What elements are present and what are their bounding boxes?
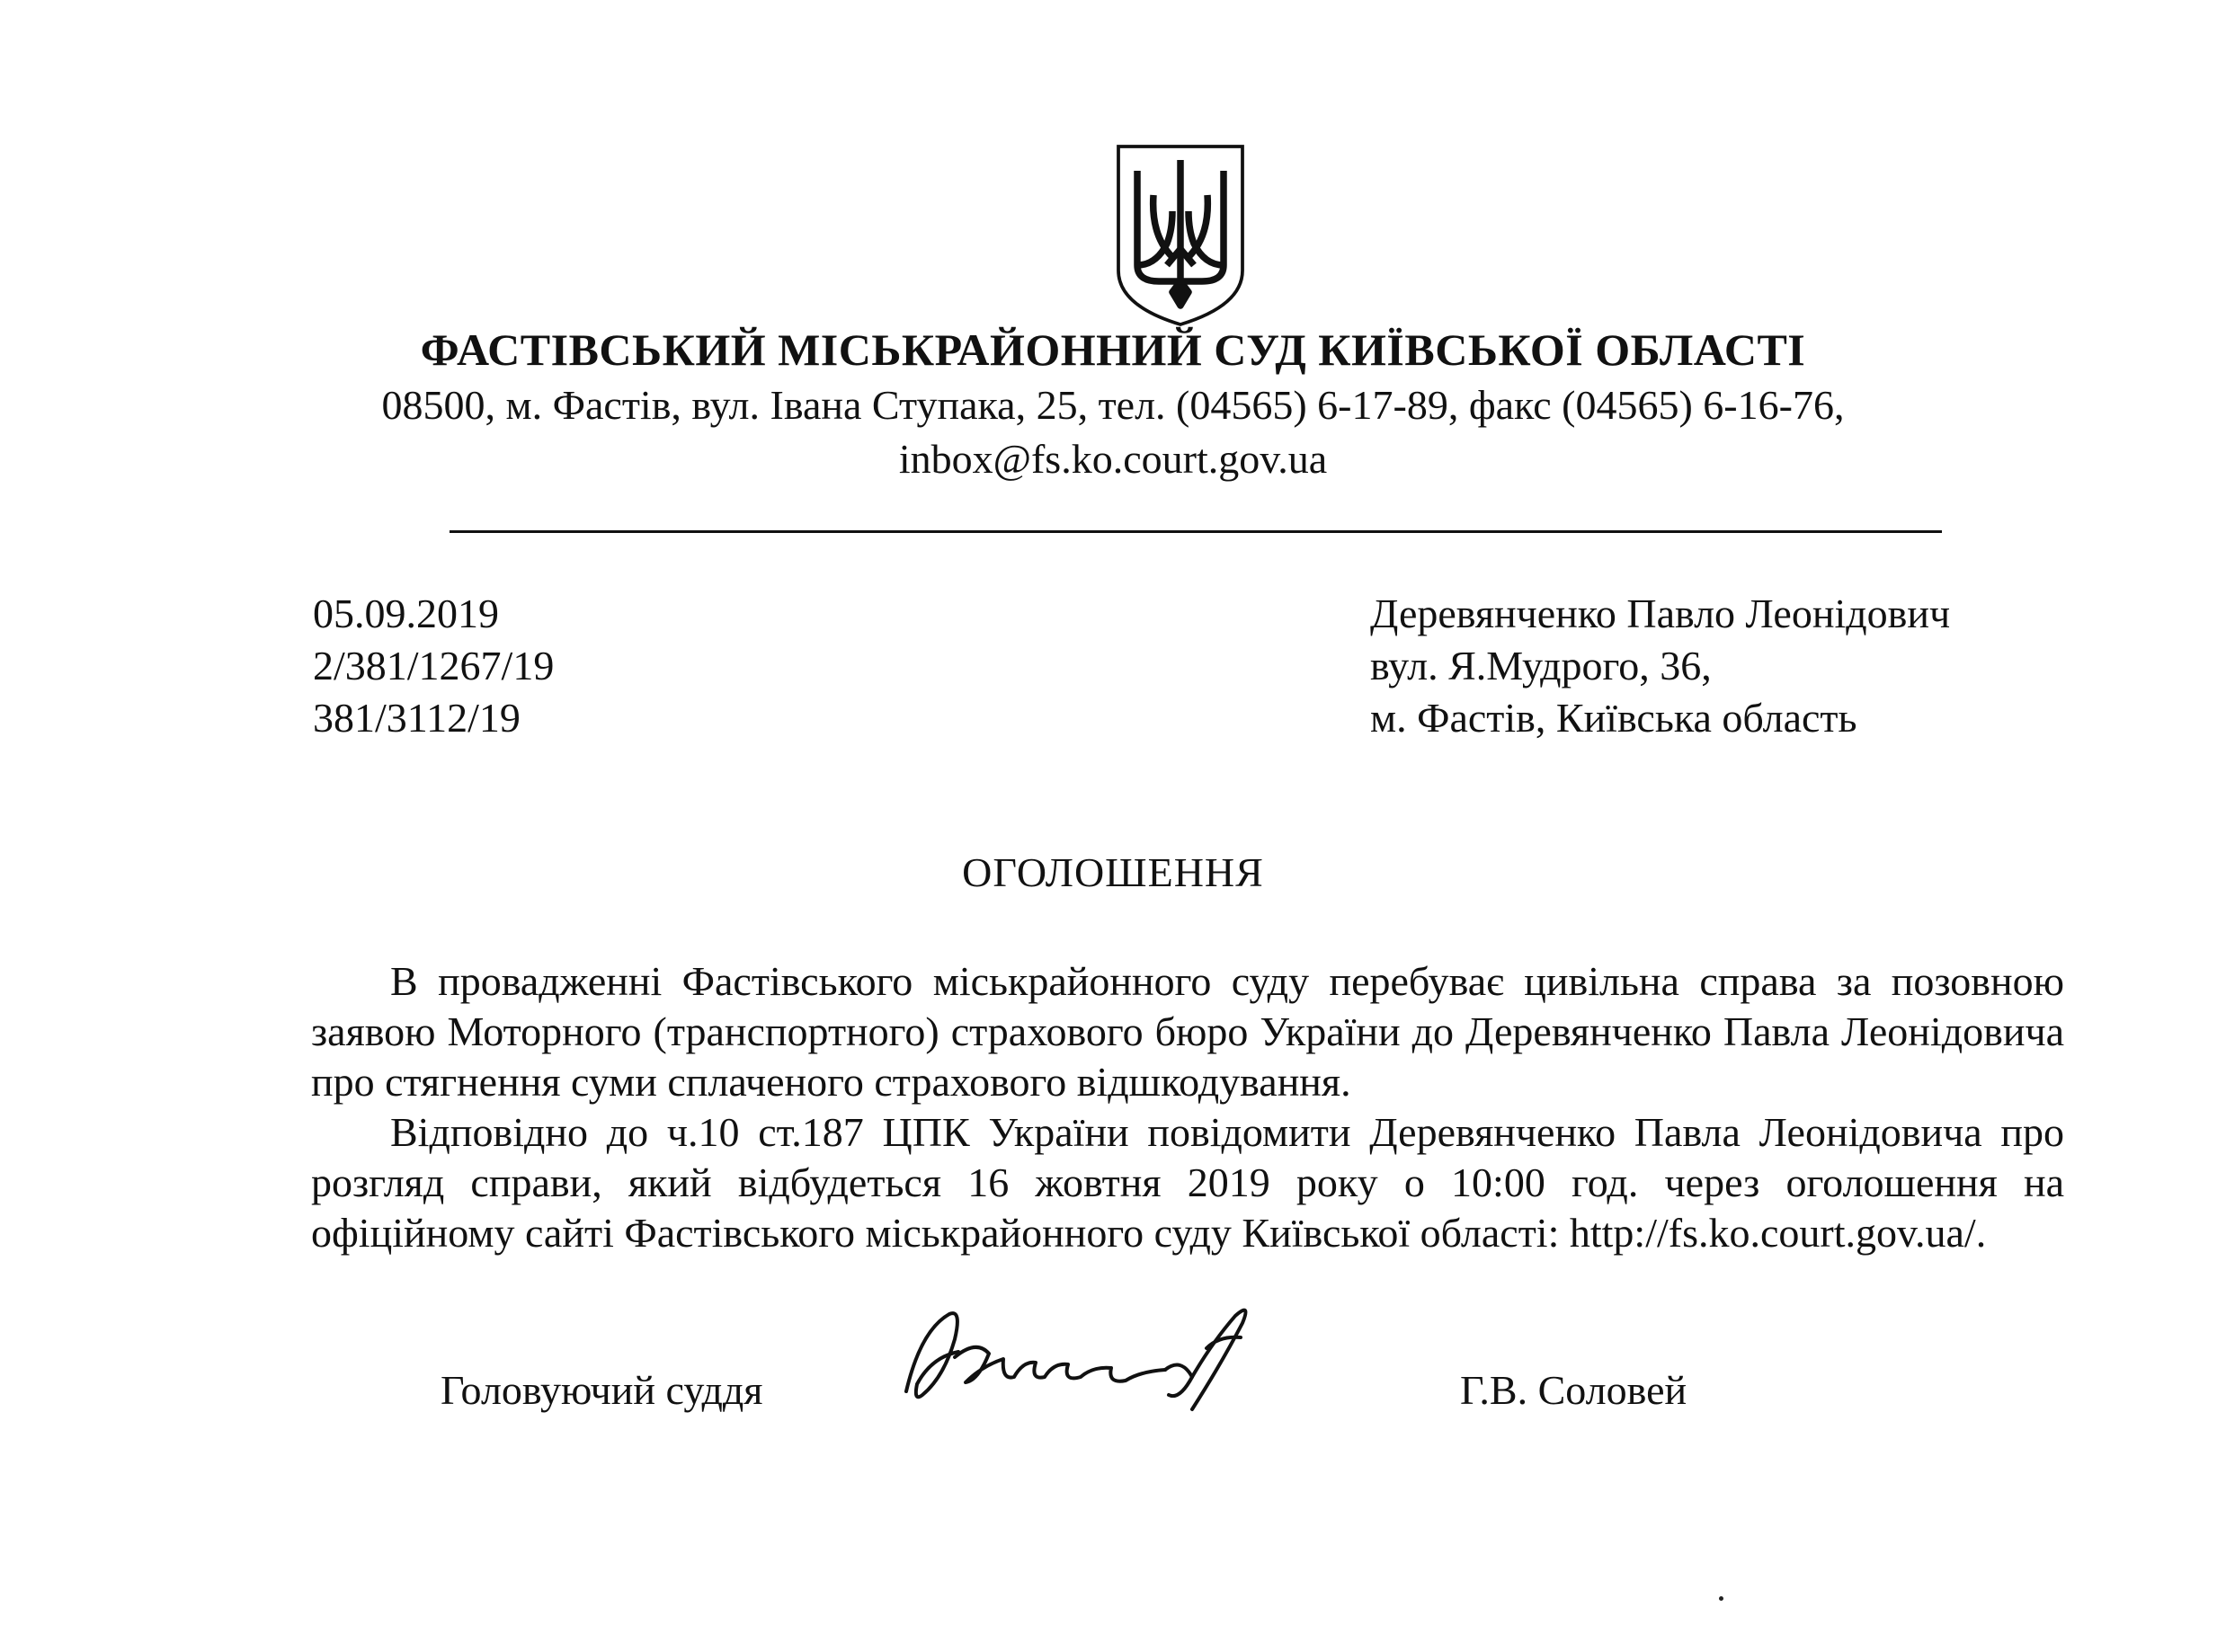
- notice-title: ОГОЛОШЕННЯ: [962, 849, 1264, 895]
- addressee-street: вул. Я.Мудрого, 36,: [1370, 643, 1712, 688]
- document-date: 05.09.2019: [313, 591, 499, 636]
- court-name: ФАСТІВСЬКИЙ МІСЬКРАЙОННИЙ СУД КИЇВСЬКОЇ ОБЛАСТІ: [420, 324, 1806, 375]
- signature-role: Головуючий суддя: [441, 1367, 763, 1413]
- notice-body: [311, 956, 2064, 1258]
- reference-block: [313, 588, 554, 744]
- proceeding-number: 381/3112/19: [313, 695, 521, 741]
- addressee-block: [1370, 588, 1950, 744]
- notice-paragraph: В провадженні Фастівського міськрайонного суду перебуває цивільна справа за позовною заявою Моторного (транспортного) страхового бюро України до Деревянченко Павла Леонідовича про стягнення суми сплаченого страхового відшкодування.: [311, 958, 2064, 1105]
- signer-name: Г.В. Соловей: [1460, 1367, 1687, 1413]
- handwritten-signature-icon: [895, 1294, 1273, 1420]
- addressee-name: Деревянченко Павло Леонідович: [1370, 591, 1951, 636]
- notice-paragraph: Відповідно до ч.10 ст.187 ЦПК України повідомити Деревянченко Павла Леонідовича про розгляд справи, який відбудеться 16 жовтня 2019 року о 10:00 год. через оголошення на офіційному сайті Фастівського міськрайонного суду Київської області: http://fs.ko.court.gov.ua/.: [311, 1109, 2064, 1256]
- ukraine-trident-emblem-icon: [1113, 140, 1248, 331]
- scan-speck: [1719, 1596, 1723, 1601]
- court-address: 08500, м. Фастів, вул. Івана Ступака, 25, тел. (04565) 6-17-89, факс (04565) 6-16-76,: [381, 382, 1845, 428]
- addressee-city: м. Фастів, Київська область: [1370, 695, 1857, 741]
- court-email: inbox@fs.ko.court.gov.ua: [898, 436, 1328, 482]
- case-number: 2/381/1267/19: [313, 643, 555, 688]
- header-divider: [450, 530, 1942, 533]
